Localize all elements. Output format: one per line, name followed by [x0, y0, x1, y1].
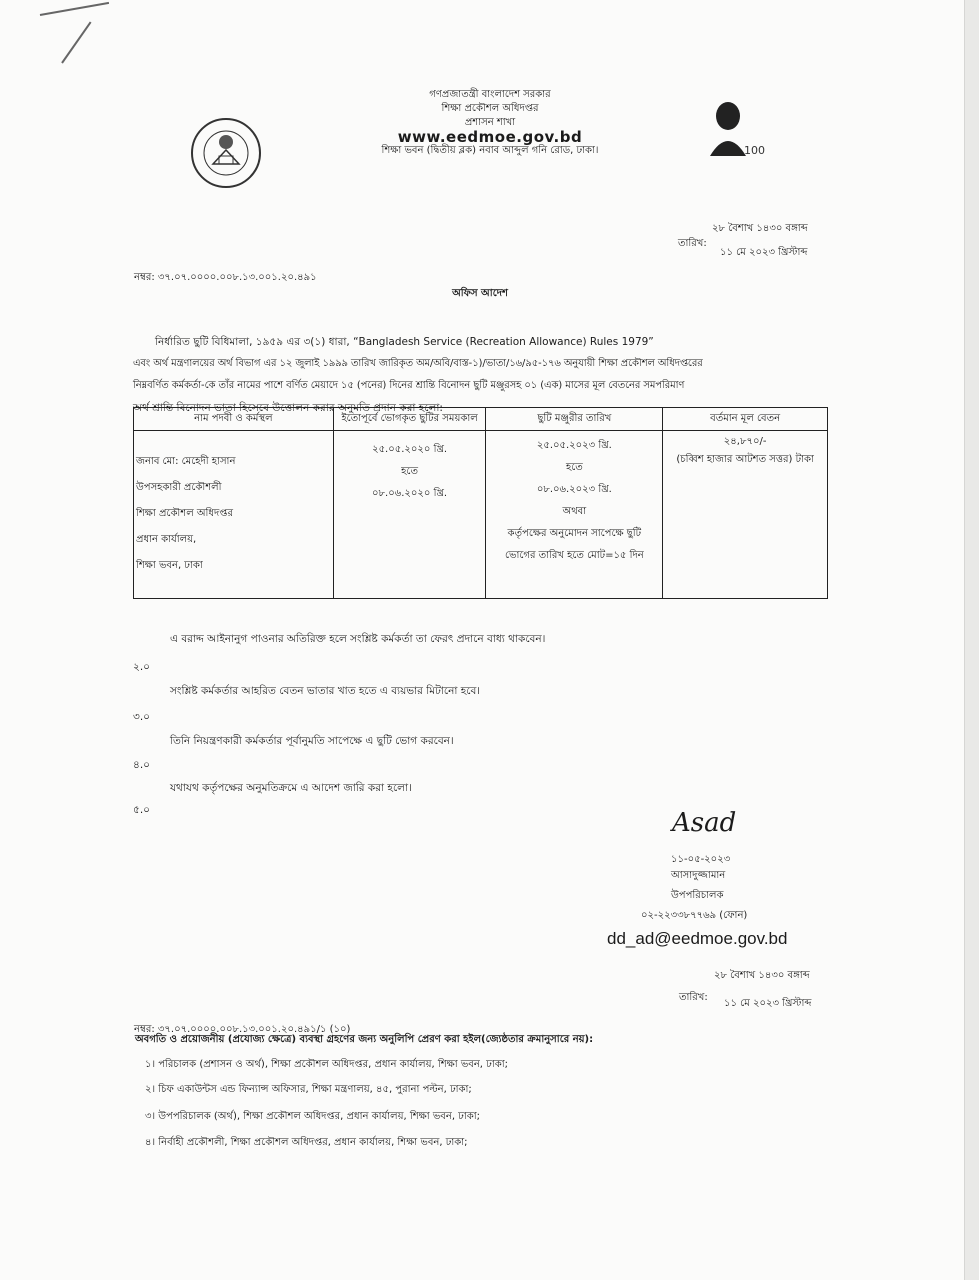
copy-item: ৪। নির্বাহী প্রকৌশলী, শিক্ষা প্রকৌশল অধিদপ্তর, প্রধান কার্যালয়, শিক্ষা ভবন, ঢাকা; — [145, 1137, 468, 1148]
cell-line: ০৮.০৬.২০২০ খ্রি. — [372, 488, 448, 499]
point-number: ৪.০ — [133, 759, 150, 771]
svg-text:100: 100 — [744, 144, 765, 157]
header-line1: গণপ্রজাতন্ত্রী বাংলাদেশ সরকার — [429, 89, 551, 100]
mujib-logo — [706, 96, 782, 160]
para-line: নির্ধারিত ছুটি বিধিমালা, ১৯৫৯ এর ৩(১) ধারা, “Bangladesh Service (Recreation Allowance) Rules 1979” — [155, 336, 654, 348]
column-header: বর্তমান মূল বেতন — [663, 408, 828, 431]
signatory-phone: ০২-২২৩৩৮৭৭৬৯ (ফোন) — [641, 910, 748, 921]
cell-line: হতে — [565, 462, 583, 473]
header-address: শিক্ষা ভবন (দ্বিতীয় ব্লক) নবাব আব্দুল গনি রোড, ঢাকা। — [381, 145, 599, 156]
cell-line: ২৫.০৫.২০২০ খ্রি. — [372, 444, 448, 455]
para-line: অর্থ শ্রান্তি বিনোদন ভাতা হিসেবে উত্তোলন করার অনুমতি প্রদান করা হলো: — [133, 402, 443, 414]
order-paragraph — [133, 331, 833, 419]
cell-line: (চব্বিশ হাজার আটশত সত্তর) টাকা — [676, 454, 814, 465]
allowance-table — [133, 407, 828, 599]
name-cell — [134, 431, 334, 599]
point-text: এ বরাদ্দ আইনানুগ পাওনার অতিরিক্ত হলে সংশ্লিষ্ট কর্মকর্তা তা ফেরৎ প্রদানে বাধ্য থাকবেন। — [170, 633, 546, 645]
column-header: নাম পদবী ও কর্মস্থল — [134, 408, 334, 431]
pen-mark — [61, 21, 91, 63]
copy-item: ২। চিফ একাউন্টস এন্ড ফিন্যান্স অফিসার, শিক্ষা মন্ত্রণালয়, ৪৫, পুরানা পল্টন, ঢাকা; — [145, 1084, 472, 1095]
emblem-logo — [191, 118, 261, 188]
subject-title: অফিস আদেশ — [452, 288, 508, 299]
cell-line: জনাব মো: মেহেদী হাসান — [136, 456, 236, 467]
bangla-date: ২৮ বৈশাখ ১৪৩০ বঙ্গাব্দ — [714, 970, 810, 981]
signatory-email: dd_ad@eedmoe.gov.bd — [607, 929, 788, 948]
date-label: তারিখ: — [679, 992, 708, 1003]
point-text: সংশ্লিষ্ট কর্মকর্তার আহরিত বেতন ভাতার খাত হতে এ ব্যয়ভার মিটানো হবে। — [170, 685, 481, 697]
cell-line: প্রধান কার্যালয়, — [136, 534, 197, 545]
copy-item: ৩। উপপরিচালক (অর্থ), শিক্ষা প্রকৌশল অধিদপ্তর, প্রধান কার্যালয়, শিক্ষা ভবন, ঢাকা; — [145, 1111, 480, 1122]
copy-heading: অবগতি ও প্রয়োজনীয় (প্রযোজ্য ক্ষেত্রে) ব্যবস্থা গ্রহণের জন্য অনুলিপি প্রেরণ করা হইল(জ্যেষ্ঠতার ক্রমানুসারে নয়): — [135, 1034, 594, 1045]
para-line: নিম্নবর্ণিত কর্মকর্তা-কে তাঁর নামের পাশে বর্ণিত মেয়াদে ১৫ (পনের) দিনের শ্রান্তি বিনোদন ছুটি মঞ্জুরসহ ০১ (এক) মাসের মূল বেতনের সমপরিমাণ — [133, 380, 685, 391]
header-line2: শিক্ষা প্রকৌশল অধিদপ্তর — [441, 103, 539, 114]
header-website: www.eedmoe.gov.bd — [397, 128, 583, 146]
english-date: ১১ মে ২০২৩ খ্রিস্টাব্দ — [724, 998, 812, 1009]
table-header-row — [134, 408, 828, 431]
previous-leave-cell — [333, 431, 486, 599]
signatory-designation: উপপরিচালক — [671, 890, 724, 901]
column-header: ছুটি মঞ্জুরীর তারিখ — [486, 408, 663, 431]
point-number: ৩.০ — [133, 711, 150, 723]
bangla-date: ২৮ বৈশাখ ১৪৩০ বঙ্গাব্দ — [712, 223, 808, 234]
header-line3: প্রশাসন শাখা — [464, 117, 516, 128]
granted-leave-cell — [486, 431, 663, 599]
cell-line: শিক্ষা ভবন, ঢাকা — [136, 560, 203, 571]
point-text: তিনি নিয়ন্ত্রণকারী কর্মকর্তার পূর্বানুমতি সাপেক্ষে এ ছুটি ভোগ করবেন। — [170, 735, 454, 747]
memo-number-copy: নম্বর: ৩৭.০৭.০০০০.০০৮.১৩.০০১.২০.৪৯১/১ (১০) — [134, 1024, 351, 1035]
column-header: ইতোপূর্বে ভোগকৃত ছুটির সময়কাল — [333, 408, 486, 431]
cell-line: ২৪,৮৭০/- — [723, 436, 767, 447]
memo-number: নম্বর: ৩৭.০৭.০০০০.০০৮.১৩.০০১.২০.৪৯১ — [134, 272, 317, 283]
pen-mark — [40, 2, 109, 16]
cell-line: ০৮.০৬.২০২৩ খ্রি. — [536, 484, 612, 495]
cell-line: শিক্ষা প্রকৌশল অধিদপ্তর — [136, 508, 233, 519]
govt-header — [300, 88, 680, 158]
table-row — [134, 431, 828, 599]
cell-line: হতে — [401, 466, 418, 477]
point-text: যথাযথ কর্তৃপক্ষের অনুমতিক্রমে এ আদেশ জারি করা হলো। — [170, 782, 412, 794]
copy-item: ১। পরিচালক (প্রশাসন ও অর্থ), শিক্ষা প্রকৌশল অধিদপ্তর, প্রধান কার্যালয়, শিক্ষা ভবন, ঢাকা; — [145, 1059, 508, 1070]
english-date: ১১ মে ২০২৩ খ্রিস্টাব্দ — [720, 247, 808, 258]
date-label: তারিখ: — [678, 238, 707, 249]
signatory-name: আসাদুজ্জামান — [671, 870, 726, 881]
para-line: এবং অর্থ মন্ত্রণালয়ের অর্থ বিভাগ এর ১২ জুলাই ১৯৯৯ তারিখ জারিকৃত অম/অবি/বাস্ত-১)/ভাতা/১৬/৯৫-১৭৬ অনুযায়ী শিক্ষা প্রকৌশল অধিদপ্তরের — [133, 358, 703, 369]
signature: Asad — [672, 808, 737, 838]
cell-line: কর্তৃপক্ষের অনুমোদন সাপেক্ষে ছুটি — [507, 528, 642, 539]
portrait-icon — [706, 96, 782, 160]
cell-line: উপসহকারী প্রকৌশলী — [136, 482, 222, 493]
sign-date: ১১-০৫-২০২৩ — [671, 854, 731, 865]
point-number: ৫.০ — [133, 804, 150, 816]
cell-line: ২৫.০৫.২০২৩ খ্রি. — [536, 440, 612, 451]
point-number: ২.০ — [133, 661, 150, 673]
salary-cell — [663, 431, 828, 599]
cell-line: ভোগের তারিখ হতে মোট=১৫ দিন — [504, 550, 644, 561]
cell-line: অথবা — [562, 506, 587, 517]
emblem-icon — [193, 120, 259, 186]
